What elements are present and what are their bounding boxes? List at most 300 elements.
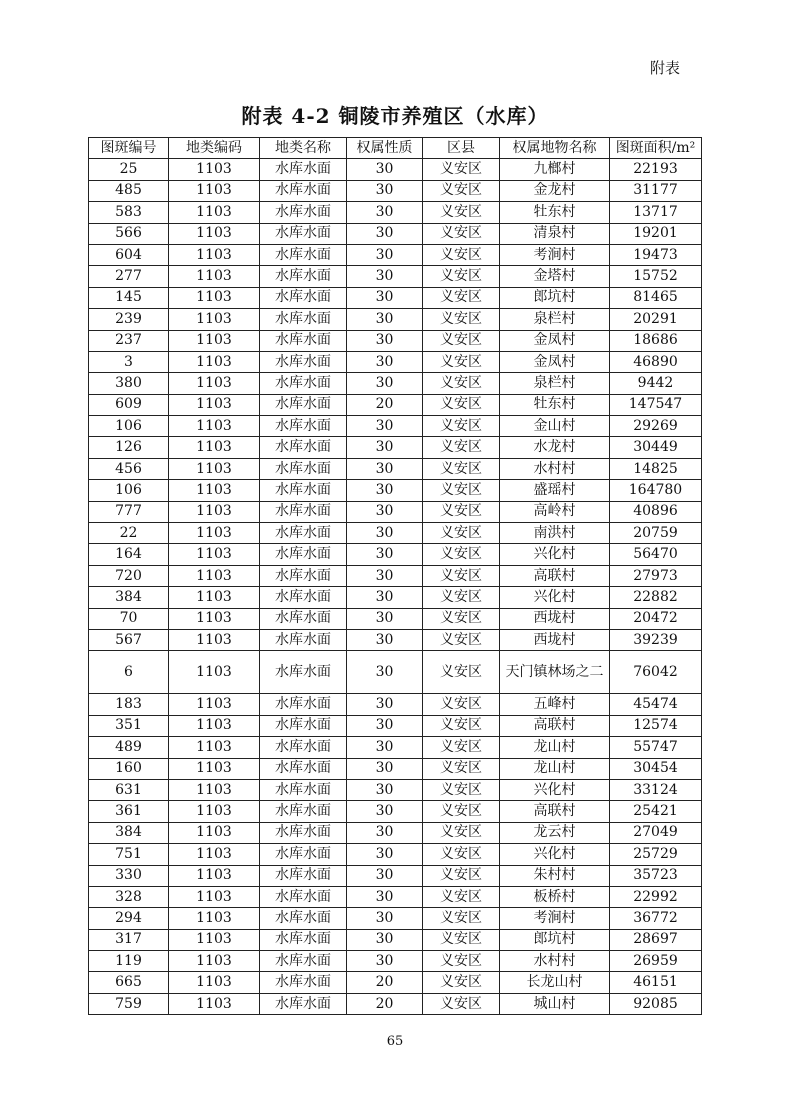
cell-ownership: 30: [347, 587, 423, 608]
cell-patch-id: 777: [89, 501, 169, 522]
cell-ownership: 30: [347, 865, 423, 886]
col-header-land-code: 地类编码: [169, 138, 260, 159]
cell-ownership: 30: [347, 694, 423, 715]
cell-owner-name: 泉栏村: [500, 309, 610, 330]
cell-land-code: 1103: [169, 822, 260, 843]
cell-district: 义安区: [423, 822, 500, 843]
cell-land-name: 水库水面: [260, 544, 347, 565]
cell-district: 义安区: [423, 929, 500, 950]
col-header-patch-id: 图斑编号: [89, 138, 169, 159]
cell-patch-id: 277: [89, 266, 169, 287]
cell-ownership: 30: [347, 351, 423, 372]
cell-owner-name: 郎坑村: [500, 287, 610, 308]
cell-district: 义安区: [423, 544, 500, 565]
cell-district: 义安区: [423, 523, 500, 544]
cell-ownership: 30: [347, 458, 423, 479]
table-row: [89, 972, 702, 993]
cell-ownership: 30: [347, 373, 423, 394]
cell-area: 45474: [610, 694, 702, 715]
table-row: [89, 908, 702, 929]
table-row: [89, 244, 702, 265]
cell-land-name: 水库水面: [260, 309, 347, 330]
cell-area: 164780: [610, 480, 702, 501]
col-header-area: 图斑面积/m²: [610, 138, 702, 159]
cell-area: 36772: [610, 908, 702, 929]
cell-area: 15752: [610, 266, 702, 287]
cell-area: 81465: [610, 287, 702, 308]
cell-ownership: 30: [347, 287, 423, 308]
table-body: [89, 159, 702, 1015]
cell-ownership: 30: [347, 758, 423, 779]
cell-district: 义安区: [423, 394, 500, 415]
table-row: [89, 266, 702, 287]
cell-land-code: 1103: [169, 865, 260, 886]
table-row: [89, 394, 702, 415]
cell-area: 20291: [610, 309, 702, 330]
cell-patch-id: 604: [89, 244, 169, 265]
cell-land-name: 水库水面: [260, 180, 347, 201]
cell-area: 55747: [610, 737, 702, 758]
cell-district: 义安区: [423, 758, 500, 779]
cell-land-name: 水库水面: [260, 972, 347, 993]
cell-ownership: 30: [347, 330, 423, 351]
cell-patch-id: 126: [89, 437, 169, 458]
cell-owner-name: 高岭村: [500, 501, 610, 522]
cell-land-code: 1103: [169, 480, 260, 501]
cell-owner-name: 九榔村: [500, 159, 610, 180]
cell-owner-name: 高联村: [500, 565, 610, 586]
table-row: [89, 565, 702, 586]
cell-land-name: 水库水面: [260, 202, 347, 223]
table-row: [89, 458, 702, 479]
table-row: [89, 351, 702, 372]
col-header-land-name: 地类名称: [260, 138, 347, 159]
cell-district: 义安区: [423, 951, 500, 972]
cell-district: 义安区: [423, 373, 500, 394]
cell-land-code: 1103: [169, 629, 260, 650]
cell-area: 76042: [610, 651, 702, 694]
cell-land-code: 1103: [169, 886, 260, 907]
cell-patch-id: 145: [89, 287, 169, 308]
cell-ownership: 30: [347, 951, 423, 972]
cell-land-name: 水库水面: [260, 458, 347, 479]
cell-land-code: 1103: [169, 394, 260, 415]
table-row: [89, 629, 702, 650]
cell-area: 20759: [610, 523, 702, 544]
cell-ownership: 30: [347, 244, 423, 265]
cell-ownership: 30: [347, 737, 423, 758]
cell-ownership: 30: [347, 779, 423, 800]
cell-land-code: 1103: [169, 458, 260, 479]
cell-land-name: 水库水面: [260, 737, 347, 758]
cell-land-code: 1103: [169, 523, 260, 544]
cell-land-name: 水库水面: [260, 373, 347, 394]
table-row: [89, 694, 702, 715]
cell-patch-id: 566: [89, 223, 169, 244]
cell-land-code: 1103: [169, 608, 260, 629]
cell-land-code: 1103: [169, 544, 260, 565]
cell-land-name: 水库水面: [260, 779, 347, 800]
cell-land-name: 水库水面: [260, 244, 347, 265]
cell-owner-name: 牡东村: [500, 394, 610, 415]
table-row: [89, 480, 702, 501]
col-header-ownership: 权属性质: [347, 138, 423, 159]
cell-land-code: 1103: [169, 309, 260, 330]
cell-ownership: 30: [347, 416, 423, 437]
cell-land-name: 水库水面: [260, 330, 347, 351]
cell-area: 25729: [610, 844, 702, 865]
cell-district: 义安区: [423, 972, 500, 993]
cell-land-name: 水库水面: [260, 266, 347, 287]
cell-owner-name: 考涧村: [500, 908, 610, 929]
table-row: [89, 801, 702, 822]
cell-district: 义安区: [423, 629, 500, 650]
cell-ownership: 30: [347, 523, 423, 544]
cell-area: 27973: [610, 565, 702, 586]
cell-ownership: 30: [347, 908, 423, 929]
cell-area: 25421: [610, 801, 702, 822]
cell-owner-name: 兴化村: [500, 544, 610, 565]
cell-land-name: 水库水面: [260, 651, 347, 694]
cell-land-name: 水库水面: [260, 844, 347, 865]
cell-district: 义安区: [423, 779, 500, 800]
cell-ownership: 20: [347, 972, 423, 993]
cell-land-name: 水库水面: [260, 608, 347, 629]
cell-owner-name: 盛瑶村: [500, 480, 610, 501]
header-row: [89, 138, 702, 159]
table-row: [89, 330, 702, 351]
cell-land-code: 1103: [169, 180, 260, 201]
cell-patch-id: 22: [89, 523, 169, 544]
cell-owner-name: 朱村村: [500, 865, 610, 886]
cell-land-name: 水库水面: [260, 822, 347, 843]
cell-land-code: 1103: [169, 437, 260, 458]
cell-ownership: 20: [347, 993, 423, 1014]
cell-patch-id: 6: [89, 651, 169, 694]
cell-land-code: 1103: [169, 715, 260, 736]
cell-land-code: 1103: [169, 159, 260, 180]
cell-land-name: 水库水面: [260, 287, 347, 308]
cell-district: 义安区: [423, 565, 500, 586]
cell-land-code: 1103: [169, 223, 260, 244]
cell-patch-id: 328: [89, 886, 169, 907]
cell-land-name: 水库水面: [260, 801, 347, 822]
table-row: [89, 951, 702, 972]
cell-patch-id: 351: [89, 715, 169, 736]
table-row: [89, 159, 702, 180]
cell-ownership: 30: [347, 480, 423, 501]
cell-area: 46890: [610, 351, 702, 372]
cell-land-name: 水库水面: [260, 951, 347, 972]
cell-owner-name: 西垅村: [500, 608, 610, 629]
cell-district: 义安区: [423, 844, 500, 865]
cell-patch-id: 489: [89, 737, 169, 758]
table-row: [89, 737, 702, 758]
cell-owner-name: 水村村: [500, 458, 610, 479]
cell-area: 39239: [610, 629, 702, 650]
cell-patch-id: 759: [89, 993, 169, 1014]
table-row: [89, 758, 702, 779]
cell-ownership: 30: [347, 501, 423, 522]
table-row: [89, 886, 702, 907]
cell-area: 22193: [610, 159, 702, 180]
cell-land-code: 1103: [169, 651, 260, 694]
cell-land-code: 1103: [169, 779, 260, 800]
cell-owner-name: 郎坑村: [500, 929, 610, 950]
cell-area: 56470: [610, 544, 702, 565]
cell-owner-name: 金凤村: [500, 330, 610, 351]
cell-ownership: 30: [347, 844, 423, 865]
cell-patch-id: 567: [89, 629, 169, 650]
cell-ownership: 30: [347, 565, 423, 586]
cell-area: 30454: [610, 758, 702, 779]
cell-ownership: 30: [347, 159, 423, 180]
table-row: [89, 715, 702, 736]
cell-ownership: 30: [347, 801, 423, 822]
table-row: [89, 651, 702, 694]
cell-ownership: 30: [347, 202, 423, 223]
cell-owner-name: 金龙村: [500, 180, 610, 201]
cell-district: 义安区: [423, 694, 500, 715]
cell-patch-id: 317: [89, 929, 169, 950]
cell-land-code: 1103: [169, 565, 260, 586]
cell-area: 14825: [610, 458, 702, 479]
cell-patch-id: 119: [89, 951, 169, 972]
cell-district: 义安区: [423, 865, 500, 886]
cell-land-code: 1103: [169, 694, 260, 715]
cell-owner-name: 金塔村: [500, 266, 610, 287]
table-row: [89, 822, 702, 843]
cell-district: 义安区: [423, 330, 500, 351]
cell-owner-name: 牡东村: [500, 202, 610, 223]
cell-district: 义安区: [423, 202, 500, 223]
cell-district: 义安区: [423, 737, 500, 758]
cell-patch-id: 583: [89, 202, 169, 223]
cell-ownership: 30: [347, 929, 423, 950]
table-row: [89, 993, 702, 1014]
cell-area: 92085: [610, 993, 702, 1014]
cell-area: 33124: [610, 779, 702, 800]
cell-land-name: 水库水面: [260, 223, 347, 244]
cell-district: 义安区: [423, 458, 500, 479]
cell-area: 13717: [610, 202, 702, 223]
cell-land-code: 1103: [169, 373, 260, 394]
cell-ownership: 30: [347, 223, 423, 244]
cell-patch-id: 456: [89, 458, 169, 479]
cell-area: 19201: [610, 223, 702, 244]
cell-area: 26959: [610, 951, 702, 972]
cell-land-code: 1103: [169, 993, 260, 1014]
cell-patch-id: 239: [89, 309, 169, 330]
cell-land-code: 1103: [169, 844, 260, 865]
cell-owner-name: 高联村: [500, 801, 610, 822]
cell-land-code: 1103: [169, 287, 260, 308]
cell-ownership: 30: [347, 437, 423, 458]
cell-district: 义安区: [423, 587, 500, 608]
cell-ownership: 30: [347, 715, 423, 736]
cell-patch-id: 106: [89, 416, 169, 437]
cell-patch-id: 361: [89, 801, 169, 822]
cell-land-code: 1103: [169, 951, 260, 972]
cell-patch-id: 751: [89, 844, 169, 865]
cell-district: 义安区: [423, 437, 500, 458]
table-row: [89, 501, 702, 522]
cell-ownership: 30: [347, 309, 423, 330]
cell-patch-id: 164: [89, 544, 169, 565]
cell-land-code: 1103: [169, 737, 260, 758]
table-row: [89, 544, 702, 565]
col-header-owner-name: 权属地物名称: [500, 138, 610, 159]
cell-district: 义安区: [423, 416, 500, 437]
cell-area: 19473: [610, 244, 702, 265]
cell-district: 义安区: [423, 715, 500, 736]
cell-area: 9442: [610, 373, 702, 394]
data-table: [88, 137, 702, 1015]
col-header-district: 区县: [423, 138, 500, 159]
cell-owner-name: 五峰村: [500, 694, 610, 715]
header-label: 附表: [649, 59, 680, 77]
cell-area: 12574: [610, 715, 702, 736]
table-row: [89, 223, 702, 244]
cell-area: 29269: [610, 416, 702, 437]
cell-patch-id: 609: [89, 394, 169, 415]
page-number: 65: [386, 1034, 404, 1049]
cell-ownership: 30: [347, 608, 423, 629]
cell-owner-name: 龙山村: [500, 737, 610, 758]
cell-land-code: 1103: [169, 758, 260, 779]
cell-land-name: 水库水面: [260, 437, 347, 458]
cell-patch-id: 720: [89, 565, 169, 586]
cell-district: 义安区: [423, 801, 500, 822]
cell-owner-name: 水村村: [500, 951, 610, 972]
cell-land-code: 1103: [169, 416, 260, 437]
cell-owner-name: 长龙山村: [500, 972, 610, 993]
cell-land-name: 水库水面: [260, 908, 347, 929]
cell-area: 40896: [610, 501, 702, 522]
cell-land-code: 1103: [169, 801, 260, 822]
cell-district: 义安区: [423, 287, 500, 308]
cell-area: 147547: [610, 394, 702, 415]
cell-owner-name: 水龙村: [500, 437, 610, 458]
cell-land-code: 1103: [169, 908, 260, 929]
table-row: [89, 202, 702, 223]
table-title: 附表 4-2 铜陵市养殖区（水库）: [241, 104, 549, 128]
cell-owner-name: 兴化村: [500, 779, 610, 800]
cell-patch-id: 70: [89, 608, 169, 629]
table-row: [89, 587, 702, 608]
cell-ownership: 30: [347, 629, 423, 650]
table-row: [89, 865, 702, 886]
table-row: [89, 416, 702, 437]
cell-ownership: 30: [347, 886, 423, 907]
table-row: [89, 608, 702, 629]
table-row: [89, 929, 702, 950]
cell-patch-id: 183: [89, 694, 169, 715]
cell-area: 35723: [610, 865, 702, 886]
cell-district: 义安区: [423, 351, 500, 372]
cell-land-name: 水库水面: [260, 523, 347, 544]
cell-ownership: 30: [347, 180, 423, 201]
cell-district: 义安区: [423, 480, 500, 501]
cell-land-name: 水库水面: [260, 587, 347, 608]
cell-land-name: 水库水面: [260, 694, 347, 715]
cell-patch-id: 631: [89, 779, 169, 800]
table-row: [89, 523, 702, 544]
cell-area: 46151: [610, 972, 702, 993]
cell-patch-id: 3: [89, 351, 169, 372]
cell-district: 义安区: [423, 501, 500, 522]
cell-owner-name: 清泉村: [500, 223, 610, 244]
cell-patch-id: 380: [89, 373, 169, 394]
cell-patch-id: 384: [89, 822, 169, 843]
cell-district: 义安区: [423, 309, 500, 330]
cell-district: 义安区: [423, 908, 500, 929]
cell-owner-name: 南洪村: [500, 523, 610, 544]
cell-ownership: 30: [347, 544, 423, 565]
cell-land-name: 水库水面: [260, 929, 347, 950]
cell-patch-id: 160: [89, 758, 169, 779]
cell-patch-id: 25: [89, 159, 169, 180]
cell-land-code: 1103: [169, 587, 260, 608]
cell-district: 义安区: [423, 159, 500, 180]
cell-district: 义安区: [423, 244, 500, 265]
cell-owner-name: 泉栏村: [500, 373, 610, 394]
cell-land-code: 1103: [169, 330, 260, 351]
cell-land-name: 水库水面: [260, 565, 347, 586]
cell-area: 20472: [610, 608, 702, 629]
cell-land-code: 1103: [169, 351, 260, 372]
cell-area: 30449: [610, 437, 702, 458]
cell-land-name: 水库水面: [260, 886, 347, 907]
cell-district: 义安区: [423, 608, 500, 629]
cell-patch-id: 106: [89, 480, 169, 501]
table-row: [89, 180, 702, 201]
cell-land-code: 1103: [169, 501, 260, 522]
cell-area: 28697: [610, 929, 702, 950]
cell-land-name: 水库水面: [260, 351, 347, 372]
cell-land-name: 水库水面: [260, 501, 347, 522]
cell-owner-name: 龙云村: [500, 822, 610, 843]
cell-area: 27049: [610, 822, 702, 843]
cell-patch-id: 330: [89, 865, 169, 886]
cell-ownership: 30: [347, 651, 423, 694]
cell-ownership: 30: [347, 266, 423, 287]
cell-land-name: 水库水面: [260, 394, 347, 415]
cell-district: 义安区: [423, 651, 500, 694]
cell-land-code: 1103: [169, 972, 260, 993]
cell-area: 18686: [610, 330, 702, 351]
cell-land-name: 水库水面: [260, 715, 347, 736]
cell-owner-name: 天门镇林场之二: [500, 651, 610, 694]
cell-district: 义安区: [423, 266, 500, 287]
cell-land-name: 水库水面: [260, 758, 347, 779]
table-row: [89, 309, 702, 330]
cell-owner-name: 考涧村: [500, 244, 610, 265]
cell-land-name: 水库水面: [260, 480, 347, 501]
cell-patch-id: 665: [89, 972, 169, 993]
cell-patch-id: 294: [89, 908, 169, 929]
cell-land-name: 水库水面: [260, 865, 347, 886]
cell-ownership: 30: [347, 822, 423, 843]
cell-owner-name: 板桥村: [500, 886, 610, 907]
cell-land-code: 1103: [169, 244, 260, 265]
cell-owner-name: 兴化村: [500, 844, 610, 865]
cell-land-code: 1103: [169, 202, 260, 223]
cell-area: 22992: [610, 886, 702, 907]
table-row: [89, 287, 702, 308]
cell-owner-name: 西垅村: [500, 629, 610, 650]
cell-district: 义安区: [423, 993, 500, 1014]
